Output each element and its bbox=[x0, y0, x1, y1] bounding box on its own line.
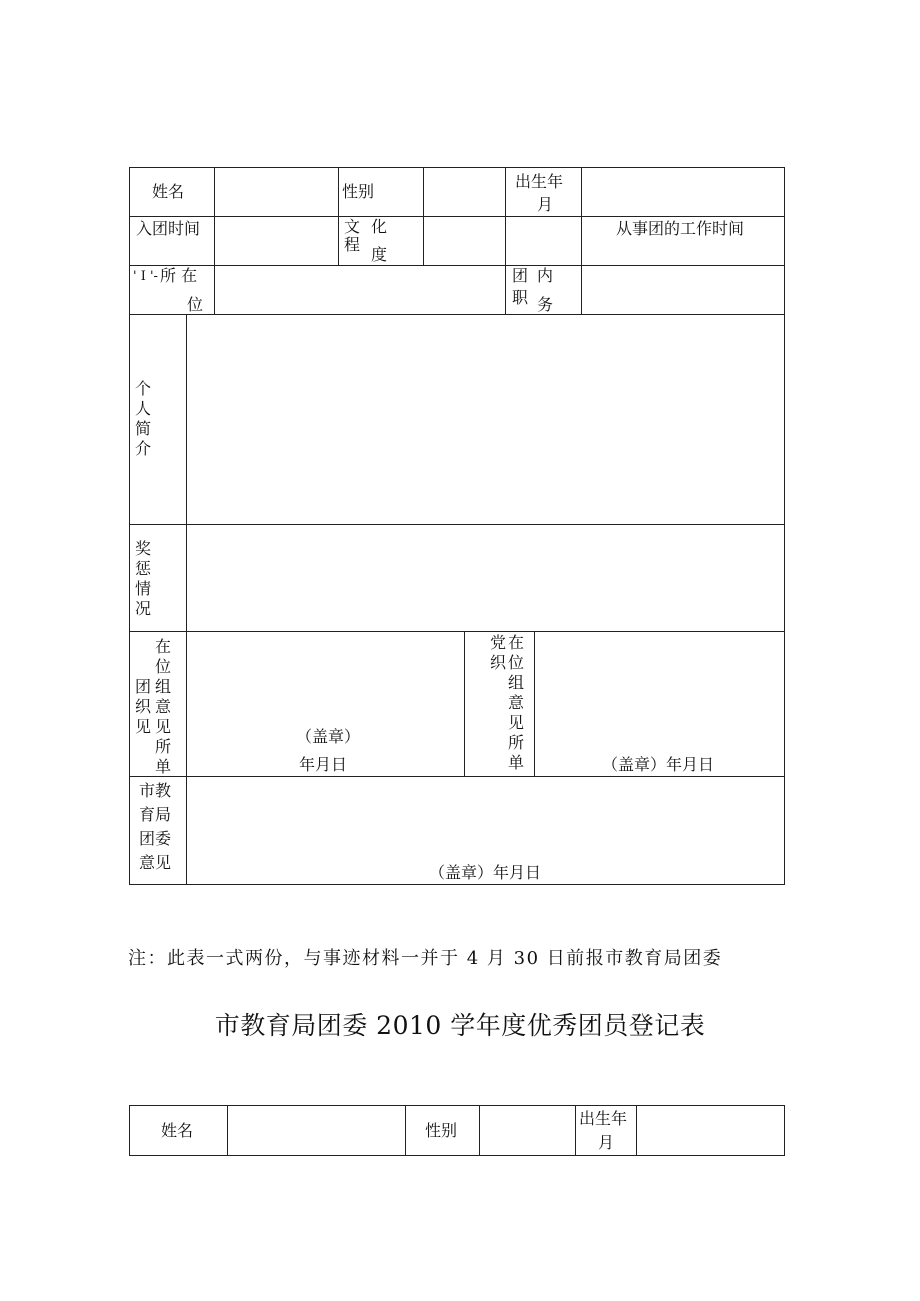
party-opinion-label-left: 党织 bbox=[489, 633, 506, 672]
duty-value-cell[interactable] bbox=[582, 266, 784, 313]
duty-label-char2: 内 bbox=[537, 266, 554, 285]
form2-birth-value-cell[interactable] bbox=[637, 1106, 784, 1155]
join-date-value-cell[interactable] bbox=[215, 217, 337, 264]
join-date-label: 入团时间 bbox=[136, 219, 201, 238]
unit-label-fragment: ' I '- bbox=[133, 269, 158, 284]
birth-value-cell[interactable] bbox=[582, 168, 784, 215]
form2-gender-label: 性别 bbox=[425, 1121, 458, 1140]
duty-label-char4: 务 bbox=[537, 295, 554, 314]
league-seal-text: （盖章） bbox=[296, 727, 361, 746]
birth-label-line2: 月 bbox=[537, 195, 554, 214]
submission-note: 注：此表一式两份，与事迹材料一并于 4 月 30 日前报市教育局团委 bbox=[128, 948, 723, 969]
duty-label-char1: 团 bbox=[512, 266, 529, 285]
form2-birth-label-line2: 月 bbox=[598, 1133, 615, 1152]
gender-label: 性别 bbox=[342, 182, 375, 201]
award-value-cell[interactable] bbox=[187, 525, 784, 631]
unit-label-line1: 所 在 bbox=[160, 266, 198, 285]
name-label: 姓名 bbox=[152, 182, 185, 201]
name-value-cell[interactable] bbox=[215, 168, 337, 215]
form2-name-value-cell[interactable] bbox=[228, 1106, 405, 1155]
party-opinion-label-right: 在位组意见所单 bbox=[507, 633, 524, 772]
form2-birth-label-line1: 出生年 bbox=[579, 1109, 628, 1128]
work-time-value-cell[interactable] bbox=[506, 217, 580, 264]
unit-value-cell[interactable] bbox=[215, 266, 504, 313]
edu-label-char1: 文 bbox=[344, 217, 361, 236]
league-opinion-label-left: 团织见 bbox=[134, 677, 151, 736]
edu-label-char3: 程 bbox=[344, 235, 361, 254]
edu-value-cell[interactable] bbox=[424, 217, 504, 264]
birth-label-line1: 出生年 bbox=[515, 172, 564, 191]
league-date-text: 年月日 bbox=[299, 755, 348, 774]
form2-name-label: 姓名 bbox=[161, 1121, 194, 1140]
bureau-seal-date-text: （盖章）年月日 bbox=[429, 863, 542, 882]
unit-label-line2: 位 bbox=[187, 295, 204, 314]
award-label: 奖惩情况 bbox=[134, 539, 151, 618]
form-title: 市教育局团委 2010 学年度优秀团员登记表 bbox=[214, 1011, 706, 1040]
edu-label-char4: 度 bbox=[371, 245, 388, 264]
gender-value-cell[interactable] bbox=[424, 168, 504, 215]
work-time-label: 从事团的工作时间 bbox=[616, 219, 745, 238]
form2-gender-value-cell[interactable] bbox=[480, 1106, 575, 1155]
resume-label: 个人简介 bbox=[134, 379, 151, 458]
duty-label-char3: 职 bbox=[512, 288, 529, 307]
bureau-opinion-label: 市教 育局 团委 意见 bbox=[139, 781, 172, 872]
edu-label-char2: 化 bbox=[371, 217, 388, 236]
party-seal-date-text: （盖章）年月日 bbox=[602, 755, 715, 774]
resume-value-cell[interactable] bbox=[187, 315, 784, 524]
league-opinion-label-right: 在位组意见所单 bbox=[154, 637, 171, 776]
